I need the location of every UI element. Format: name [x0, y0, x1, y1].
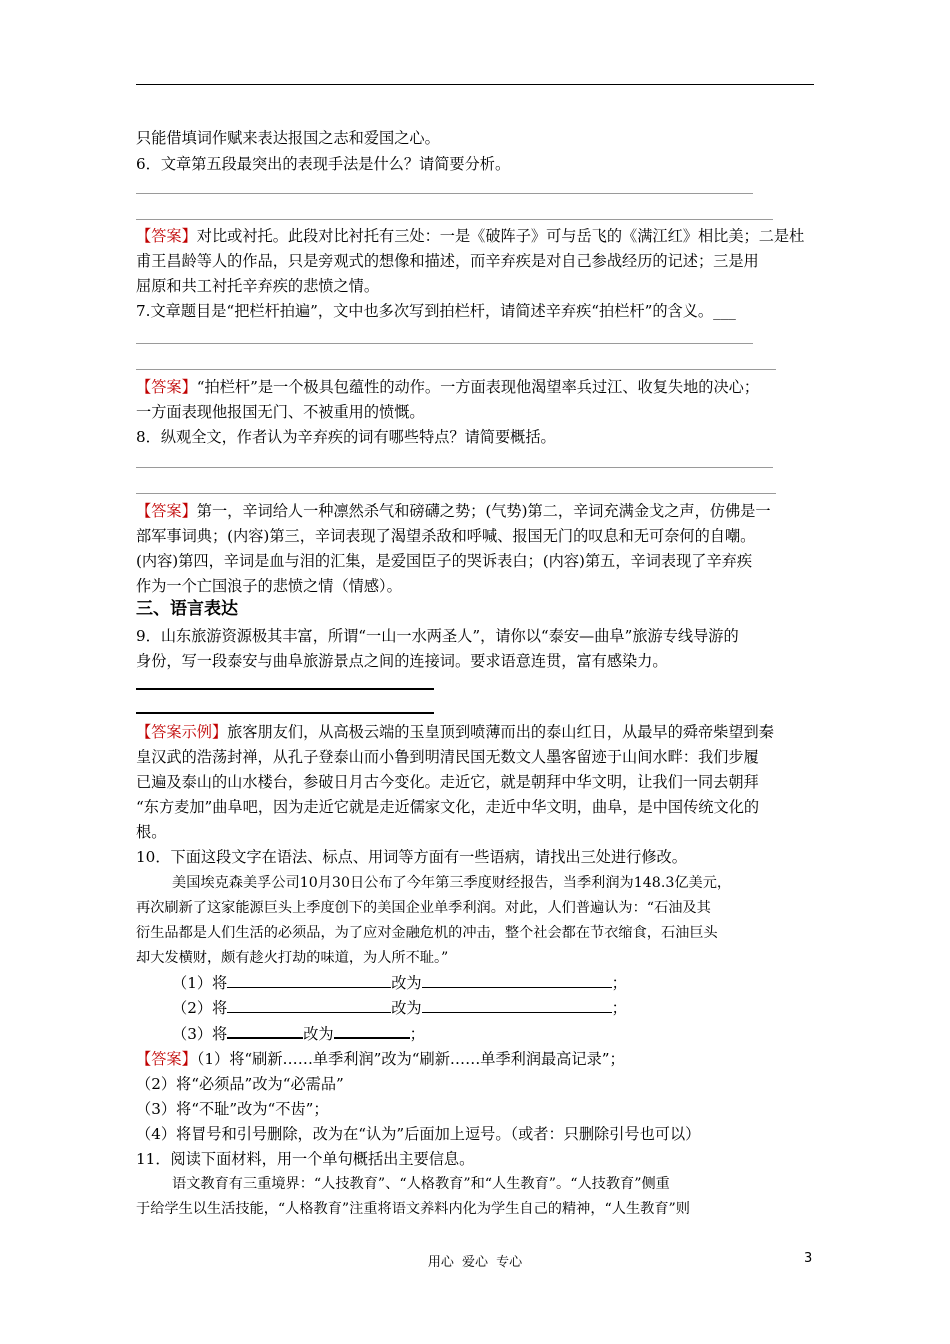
passage-line: 于给学生以生活技能，“人格教育”注重将语文养料内化为学生自己的精神，“人生教育”则 [136, 1201, 690, 1217]
text-line: 只能借填词作赋来表达报国之志和爱国之心。 [136, 129, 440, 147]
answer-blank-line [136, 493, 776, 494]
passage-line: 再次刷新了这家能源巨头上季度创下的美国企业单季利润。对此，人们普遍认为：“石油及其 [136, 900, 711, 916]
answer-7-line: 一方面表现他报国无门、不被重用的愤慨。 [136, 403, 425, 421]
fill-row-1 [172, 973, 627, 993]
answer-blank-line [136, 219, 773, 220]
answer-10-line: （2）将“必须品”改为“必需品” [136, 1075, 344, 1093]
answer-9-line: 根。 [136, 823, 167, 841]
answer-10-line: （4）将冒号和引号删除，改为在“认为”后面加上逗号。（或者：只删除引号也可以） [136, 1125, 701, 1143]
question-7: 7.文章题目是“把栏杆拍遍”，文中也多次写到拍栏杆，请简述辛弃疾“拍栏杆”的含义。___ [136, 302, 736, 320]
passage-line: 却大发横财，颇有趁火打劫的味道，为人所不耻。” [136, 950, 449, 966]
fill-label: 改为 [391, 974, 422, 992]
passage-line: 美国埃克森美孚公司10月30日公布了今年第三季度财经报告，当季利润为148.3亿美元， [172, 875, 732, 891]
passage-line: 衍生品都是人们生活的必须品，为了应对金融危机的冲击，整个社会都在节衣缩食，石油巨头 [136, 925, 718, 941]
question-8: 8．纵观全文，作者认为辛弃疾的词有哪些特点？请简要概括。 [136, 428, 556, 446]
answer-9-line: 皇汉武的浩荡封禅，从孔子登泰山而小鲁到明清民国无数文人墨客留迹于山间水畔：我们步履 [136, 748, 759, 766]
answer-8-line: 作为一个亡国浪子的悲愤之情（情感）。 [136, 577, 402, 595]
answer-blank-line [136, 343, 753, 344]
fill-label: 改为 [303, 1025, 334, 1043]
fill-row-3 [172, 1023, 425, 1044]
question-6: 6．文章第五段最突出的表现手法是什么？请简要分析。 [136, 155, 511, 173]
answer-blank-line [136, 369, 776, 370]
answer-label: 【答案示例】 [136, 723, 228, 741]
answer-text: “拍栏杆”是一个极具包蕴性的动作。一方面表现他渴望率兵过江、收复失地的决心； [196, 378, 760, 396]
answer-7-line [136, 377, 759, 397]
page-number: 3 [804, 1251, 813, 1266]
semicolon: ； [611, 999, 627, 1017]
footer-motto: 用心 爱心 专心 [427, 1255, 523, 1270]
answer-text: 旅客朋友们，从高极云端的玉皇顶到喷薄而出的泰山红日，从最早的舜帝柴望到秦 [227, 723, 774, 741]
semicolon: ； [611, 974, 627, 992]
answer-9-line: 已遍及泰山的山水楼台，参破日月古今变化。走近它，就是朝拜中华文明，让我们一同去朝拜 [136, 773, 759, 791]
question-9: 身份，写一段泰安与曲阜旅游景点之间的连接词。要求语意连贯，富有感染力。 [136, 652, 668, 670]
fill-label: （1）将 [172, 974, 228, 992]
answer-10-line: （3）将“不耻”改为“不齿”； [136, 1100, 329, 1118]
answer-text: （1）将“刷新……单季利润”改为“刷新……单季利润最高记录”； [196, 1050, 625, 1068]
answer-text: 对比或衬托。此段对比衬托有三处：一是《破阵子》可与岳飞的《满江红》相比美；二是杜 [196, 227, 805, 245]
passage-line: 语文教育有三重境界：“人技教育”、“人格教育”和“人生教育”。“人技教育”侧重 [172, 1176, 670, 1192]
fill-label: （3）将 [172, 1025, 228, 1043]
fill-blank[interactable] [422, 998, 612, 1013]
fill-blank[interactable] [334, 1023, 410, 1039]
answer-text: 第一，辛词给人一种凛然杀气和磅礴之势；(气势)第二，辛词充满金戈之声，仿佛是一 [196, 502, 771, 520]
answer-8-line: 部军事词典；(内容)第三，辛词表现了渴望杀敌和呼喊、报国无门的叹息和无可奈何的自嘲。 [136, 527, 756, 545]
fill-blank[interactable] [422, 973, 612, 988]
answer-blank-line [136, 712, 434, 714]
answer-10-line [136, 1049, 625, 1069]
question-9: 9．山东旅游资源极其丰富，所谓“一山一水两圣人”，请你以“泰安—曲阜”旅游专线导游的 [136, 627, 739, 645]
answer-label: 【答案】 [136, 502, 197, 520]
fill-label: 改为 [391, 999, 422, 1017]
section-heading: 三、语言表达 [136, 599, 238, 619]
answer-9-line: “东方麦加”曲阜吧，因为走近它就是走近儒家文化，走近中华文明，曲阜，是中国传统文化的 [136, 798, 760, 816]
answer-blank-line [136, 688, 434, 690]
semicolon: ； [409, 1025, 425, 1043]
fill-blank[interactable] [227, 998, 391, 1013]
question-10: 10．下面这段文字在语法、标点、用词等方面有一些语病，请找出三处进行修改。 [136, 848, 687, 866]
answer-6-line: 屈原和共工衬托辛弃疾的悲愤之情。 [136, 277, 379, 295]
answer-6-line [136, 226, 804, 246]
answer-blank-line [136, 467, 773, 468]
fill-label: （2）将 [172, 999, 228, 1017]
answer-blank-line [136, 193, 753, 194]
fill-blank[interactable] [227, 973, 391, 988]
answer-8-line [136, 501, 771, 521]
answer-label: 【答案】 [136, 1050, 197, 1068]
answer-9-line [136, 722, 774, 742]
question-11: 11．阅读下面材料，用一个单句概括出主要信息。 [136, 1150, 475, 1168]
answer-label: 【答案】 [136, 378, 197, 396]
header-rule [136, 84, 814, 85]
fill-row-2 [172, 998, 627, 1018]
answer-8-line: (内容)第四，辛词是血与泪的汇集，是爱国臣子的哭诉表白；(内容)第五，辛词表现了辛弃疾 [136, 552, 753, 570]
answer-label: 【答案】 [136, 227, 197, 245]
answer-6-line: 甫王昌龄等人的作品，只是旁观式的想像和描述，而辛弃疾是对自己参战经历的记述；三是用 [136, 252, 759, 270]
fill-blank[interactable] [227, 1023, 303, 1039]
